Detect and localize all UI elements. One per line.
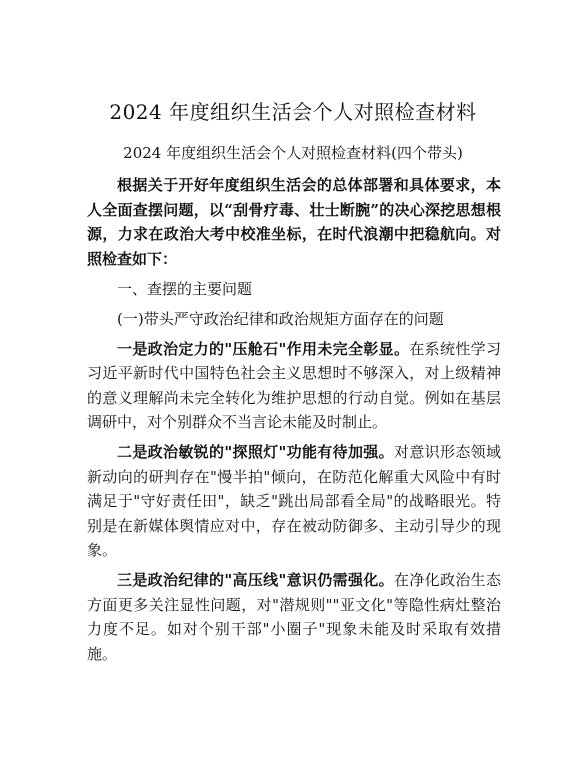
- point-3-lead: 三是政治纪律的"高压线"意识仍需强化。: [117, 571, 394, 589]
- point-3-body: 在净化政治生态方面更多关注显性问题，对"潜规则""亚文化"等隐性病灶整治力度不足。如对个别干部"小圈子"现象未能及时采取有效措施。: [87, 571, 501, 663]
- intro-paragraph: 根据关于开好年度组织生活会的总体部署和具体要求，本人全面查摆问题，以“刮骨疗毒、壮士断腕”的决心深挖思想根源，力求在政治大考中校准坐标，在时代浪潮中把稳航向。对照检查如下：: [87, 176, 501, 268]
- point-1-body: 在系统性学习习近平新时代中国特色社会主义思想时不够深入，对上级精神的意义理解尚未完全转化为维护思想的行动自觉。例如在基层调研中，对个别群众不当言论未能及时制止。: [87, 339, 501, 431]
- point-2-body: 对意识形态领域新动向的研判存在"慢半拍"倾向，在防范化解重大风险中有时满足于"守好责任田"，缺乏"跳出局部看全局"的战略眼光。特别是在新媒体舆情应对中，存在被动防御多、主动引导少的现象。: [87, 443, 501, 559]
- subsection-heading: (一)带头严守政治纪律和政治规矩方面存在的问题: [117, 309, 444, 328]
- point-paragraph-1: [87, 337, 501, 435]
- point-1-lead: 一是政治定力的"压舱石"作用未完全彰显。: [117, 339, 410, 358]
- point-paragraph-2: [87, 440, 501, 563]
- point-paragraph-3: [87, 568, 501, 666]
- document-subtitle: 2024 年度组织生活会个人对照检查材料(四个带头): [123, 144, 463, 162]
- section-heading: 一、查摆的主要问题: [117, 279, 253, 298]
- point-2-lead: 二是政治敏锐的"探照灯"功能有待加强。: [117, 443, 394, 461]
- document-body: [87, 173, 501, 672]
- document-title: 2024 年度组织生活会个人对照检查材料: [109, 100, 477, 124]
